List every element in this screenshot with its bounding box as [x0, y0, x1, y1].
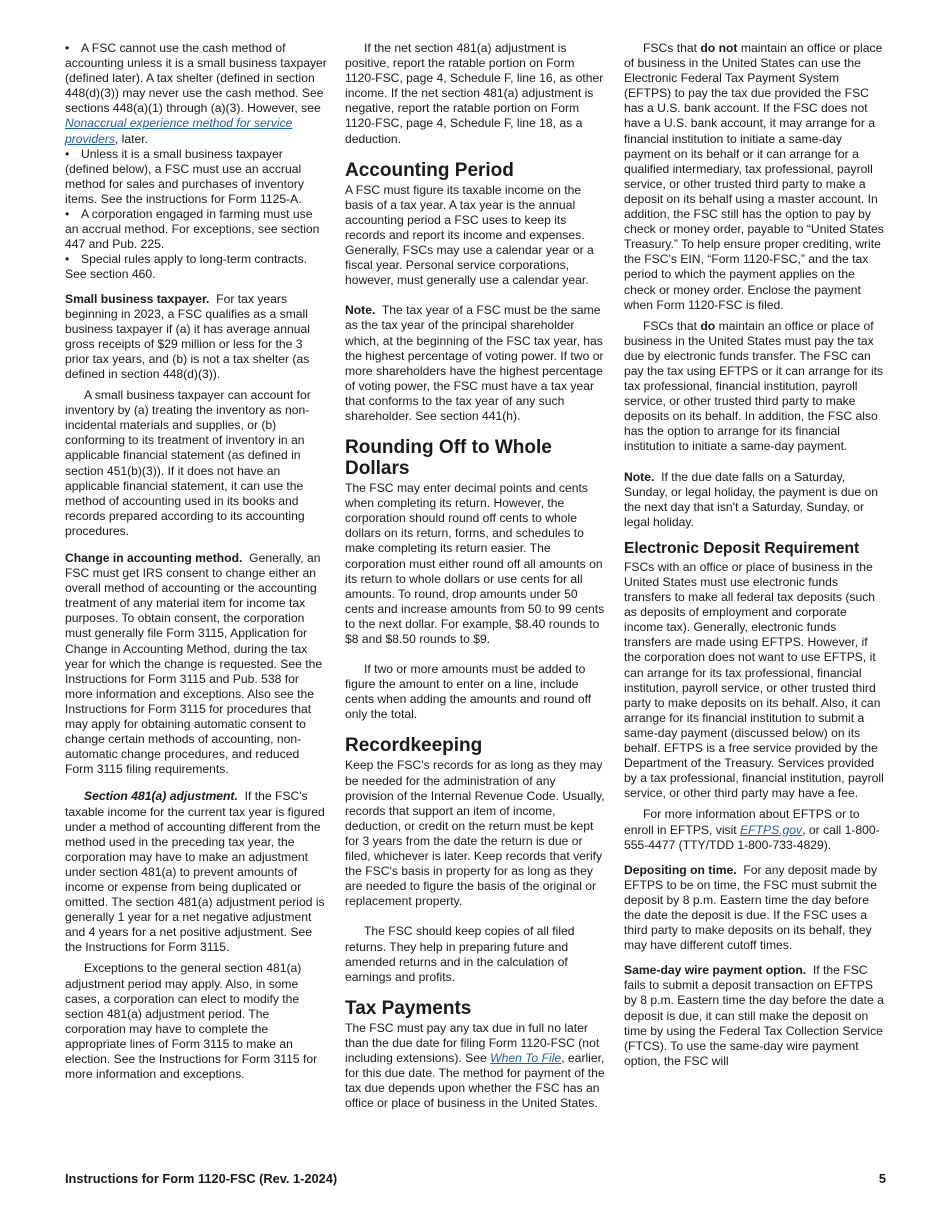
eftps-info-para: For more information about EFTPS or to enroll in EFTPS, visit EFTPS.gov, or call 1-800-555-4477 (TTY/TDD 1-800-733-4829). — [624, 807, 880, 852]
column-1 — [65, 41, 327, 1088]
heading-accounting-period: Accounting Period — [345, 159, 514, 181]
same-day-wire-para: Same-day wire payment option. If the FSC fails to submit a deposit transaction on EFTPS by 8 p.m. Eastern time the day before the date a deposit is due, it can still make the deposit on time by using the Federal Tax Collection Service (FTCS). To use the same-day wire payment option, the FSC will — [624, 963, 884, 1068]
heading-electronic-deposit: Electronic Deposit Requirement — [624, 539, 860, 557]
heading-tax-payments: Tax Payments — [345, 997, 472, 1019]
nonaccrual-link[interactable]: Nonaccrual experience method for service providers — [65, 116, 293, 146]
page-footer — [65, 1171, 886, 1186]
section-481a-para: Section 481(a) adjustment. If the FSC's taxable income for the current tax year is figured under a method of accounting different from the method used in the preceding tax year, the corporation may have to make an adjustment under section 481(a) to prevent amounts of income or expense from being duplicated or omitted. The section 481(a) adjustment period is generally 1 year for a net negative adjustment and 4 years for a net positive adjustment. See the Instructions for Form 3115. — [65, 789, 325, 955]
bullet-accrual-method: • Unless it is a small business taxpayer (defined below), a FSC must use an accrual method for sales and purchases of inventory items. See the instructions for Form 1125-A. — [65, 146, 304, 206]
change-accounting-method-para: Change in accounting method. Generally, an FSC must get IRS consent to change either an overall method of accounting or the accounting treatment of any material item for income tax purposes. To obtain consent, the corporation must generally file Form 3115, Application for Change in Accounting Method, during the tax year for which the change is requested. See the Instructions for Form 3115 and Pub. 538 for more information and exceptions. Also see the Instructions for Form 3115 for procedures that may apply for obtaining automatic consent to change certain methods of accounting, non-automatic change procedures, and reduced Form 3115 filing requirements. — [65, 551, 323, 777]
electronic-deposit-para: FSCs with an office or place of business in the United States must use electronic funds transfers to make all federal tax deposits (such as deposits of employment and corporate income tax). Generally, electronic funds transfers are made using EFTPS. However, if the corporation does not want to use EFTPS, it can arrange for its tax professional, financial institution, payroll service, or other trusted third party to make deposits on its behalf. Also, it can arrange for its financial institution to submit a same-day payment (discussed below) on its behalf. EFTPS is a free service provided by the Department of the Treasury. Services provided by a tax professional, financial institution, payroll service, or other third party may have a fee. — [624, 559, 884, 801]
tax-payments-para: The FSC must pay any tax due in full no later than the due date for filing Form 1120-FSC (not including extensions). See When To File, earlier, for this due date. The method for payment of the tax due depends upon whether the FSC has an office or place of business in the United States. — [345, 1020, 605, 1111]
bullet-long-term-contracts: • Special rules apply to long-term contracts. See section 460. — [65, 252, 308, 282]
due-date-note: Note. If the due date falls on a Saturday, Sunday, or legal holiday, the payment is due on the next day that isn't a Saturday, Sunday, or legal holiday. — [624, 469, 878, 529]
recordkeeping-para: Keep the FSC's records for as long as they may be needed for the administration of any provision of the Internal Revenue Code. Usually, records that support an item of income, deduction, or credit on the return must be kept for 3 years from the date the return is due or filed, whichever is later. Keep records that verify the FSC's basis in property for as long as they are needed to figure the basis of the original or replacement property. — [345, 758, 605, 909]
rounding-para-2: If two or more amounts must be added to figure the amount to enter on a line, include cents when adding the amounts and round off only the total. — [345, 662, 592, 722]
tax-year-note: Note. The tax year of a FSC must be the same as the tax year of the principal shareholder which, at the beginning of the FSC tax year, has the highest percentage of voting power. If two or more shareholders have the highest percentage of voting power, the FSC must have a tax year that conforms to the tax year of any such shareholder. See section 441(h). — [345, 303, 604, 423]
recordkeeping-para-2: The FSC should keep copies of all filed returns. They help in preparing future and amended returns and in the calculation of earnings and profits. — [345, 924, 575, 984]
no-office-para: FSCs that do not maintain an office or place of business in the United States can use the Electronic Federal Tax Payment System (EFTPS) to pay the tax due provided the FSC has a U.S. bank account. If the FSC does not have a U.S. bank account, it may arrange for a financial institution to initiate a same-day payment on its behalf or it can arrange for a qualified intermediary, tax professional, payroll service, or other trusted third party to make a deposit on its behalf using a master account. In addition, the FSC still has the option to pay by check or money order, payable to “United States Treasury.” To help ensure proper crediting, write the FSC's EIN, “Form 1120-FSC,” and the tax period to which the payment applies on the check or money order. Enclose the payment when Form 1120-FSC is filed. — [624, 41, 884, 312]
footer-title: Instructions for Form 1120-FSC (Rev. 1-2024) — [65, 1171, 338, 1186]
page-number: 5 — [878, 1171, 886, 1186]
small-business-inventory-para: A small business taxpayer can account for inventory by (a) treating the inventory as non-incidental materials and supplies, or (b) conforming to its treatment of inventory in an applicable financial statement (as defined in section 451(b)(3)). If it does not have an applicable financial statement, it can use the method of accounting used in its books and records prepared according to its accounting procedures. — [65, 388, 311, 538]
small-business-taxpayer-para: Small business taxpayer. For tax years beginning in 2023, a FSC qualifies as a small business taxpayer if (a) it has average annual gross receipts of $29 million or less for the 3 prior tax years, and (b) is not a tax shelter (as defined in section 448(d)(3)). — [65, 291, 310, 381]
when-to-file-link[interactable]: When To File — [490, 1050, 562, 1065]
office-para: FSCs that do maintain an office or place of business in the United States must pay the tax due by electronic funds transfer. The FSC can pay the tax using EFTPS or it can arrange for its tax professional, financial institution, payroll service, or other trusted third party to make deposits on its behalf. In addition, the FSC also has the option to arrange for its financial institution to initiate a same-day payment. — [624, 318, 884, 454]
eftps-link[interactable]: EFTPS.gov — [740, 822, 803, 837]
column-2 — [345, 41, 607, 1117]
section-481a-exceptions-para: Exceptions to the general section 481(a) adjustment period may apply. Also, in some cases, a corporation can elect to modify the section 481(a) adjustment period. The corporation may have to complete the appropriate lines of Form 3115 to make an election. See the Instructions for Form 3115 for more information and exceptions. — [65, 961, 318, 1082]
heading-rounding: Rounding Off to Whole Dollars — [345, 437, 552, 480]
bullet-farming: • A corporation engaged in farming must use an accrual method. For exceptions, see section 447 and Pub. 225. — [65, 207, 320, 252]
bullet-cash-method: • A FSC cannot use the cash method of accounting unless it is a small business taxpayer (defined later). A tax shelter (defined in section 448(d)(3)) may never use the cash method. See sections 448(a)(1) through (a)(3). However, see Nonaccrual experience method for service providers, later. — [65, 41, 327, 146]
accounting-period-para: A FSC must figure its taxable income on the basis of a tax year. A tax year is the annual accounting period a FSC uses to keep its records and report its income and expenses. Generally, FSCs may use a calendar year or a fiscal year. Personal service corporations, however, must generally use a calendar year. — [345, 182, 594, 288]
depositing-on-time-para: Depositing on time. For any deposit made by EFTPS to be on time, the FSC must submit the deposit by 8 p.m. Eastern time the day before the date the deposit is due. If the FSC uses a third party to make deposits on its behalf, they may have different cutoff times. — [624, 862, 878, 953]
rounding-para: The FSC may enter decimal points and cents when completing its return. However, the corporation should round off cents to whole dollars on its return, forms, and schedules to make completing its return easier. The corporation must either round off all amounts on its return to whole dollars or use cents for all amounts. To round, drop amounts under 50 cents and increase amounts from 50 to 99 cents to the next dollar. For example, $8.40 rounds to $8 and $8.50 rounds to $9. — [345, 481, 605, 646]
column-3 — [624, 41, 886, 1075]
heading-recordkeeping: Recordkeeping — [345, 735, 483, 757]
net-481a-para: If the net section 481(a) adjustment is positive, report the ratable portion on Form 1120-FSC, page 4, Schedule F, line 16, as other income. If the net section 481(a) adjustment is negative, report the ratable portion on Form 1120-FSC, page 4, Schedule F, line 18, as a deduction. — [345, 41, 604, 146]
